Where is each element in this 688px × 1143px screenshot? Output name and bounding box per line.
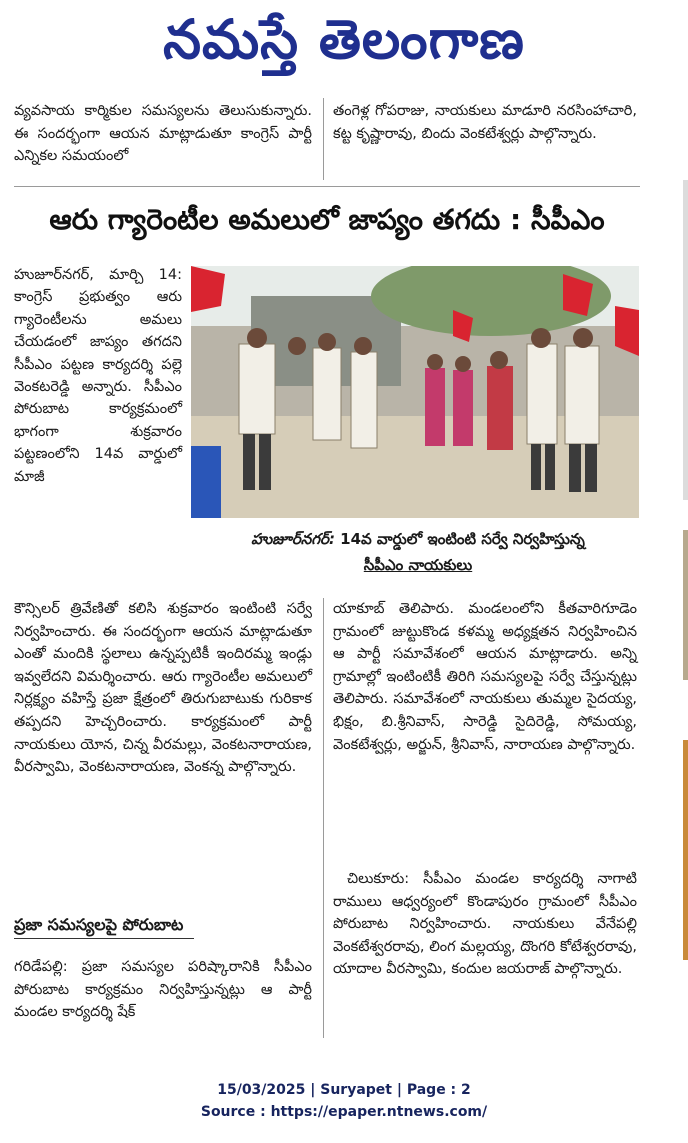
- photo-caption-line2: సీపీఎం నాయకులు: [363, 556, 473, 574]
- column-divider-main: [323, 598, 324, 1038]
- photo-caption-text: 14వ వార్డులో ఇంటింటి సర్వే నిర్వహిస్తున్న: [334, 530, 585, 548]
- article-headline: ఆరు గ్యారెంటీల అమలులో జాప్యం తగదు : సీపీఎం: [49, 203, 605, 236]
- photo-caption: [200, 526, 636, 578]
- article-body-right-text: యాకూబ్ తెలిపారు. మండలంలోని కీతవారిగూడెం గ్రామంలో జుట్టుకొండ కళమ్మ అధ్యక్షతన నిర్వహించిన ఆ పార్టీ సమావేశంలో ఆయన మాట్లాడారు. అన్ని గ్రామాల్లో ఇంటింటికీ తిరిగి సమస్యలపై సర్వే చేస్తున్నట్లు తెలిపారు. సమావేశంలో నాయకులు తుమ్మల సైదయ్య, భిక్షం, బి.శ్రీనివాస్, సారెడ్డి సైదిరెడ్డి, సోమయ్య, వెంకటేశ్వర్లు, అర్జున్, శ్రీనివాస్, నారాయణ పాల్గొన్నారు.: [333, 601, 637, 753]
- subhead-underline: [14, 938, 194, 939]
- previous-article-right-text: తంగెళ్ల గోపరాజు, నాయకులు మాడూరి నరసింహాచారి, కట్ట కృష్ణారావు, బిందు వెంకటేశ్వర్లు పాల్గొన్నారు.: [333, 103, 637, 142]
- garidepalli-report-text: గరిడేపల్లి: ప్రజా సమస్యల పరిష్కారానికి సీపీఎం పోరుబాట కార్యక్రమం నిర్వహిస్తున్నట్లు ఆ పార్టీ మండల కార్యదర్శి షేక్: [14, 959, 312, 1021]
- news-photo: [191, 266, 639, 518]
- photo-caption-line1: [200, 526, 636, 552]
- masthead-title: నమస్తే తెలంగాణ: [163, 8, 525, 71]
- column-divider-top: [323, 98, 324, 180]
- adjacent-page-edge: [683, 180, 688, 500]
- photo-caption-place: హుజూర్‌నగర్:: [251, 530, 335, 548]
- headline-top-rule: [14, 186, 640, 187]
- adjacent-page-edge-image: [683, 530, 688, 680]
- article-intro-text: హుజూర్‌నగర్, మార్చి 14: కాంగ్రెస్ ప్రభుత్వం ఆరు గ్యారెంటీలను అమలు చేయడంలో జాప్యం తగదని సీపీఎం పట్టణ కార్యదర్శి పల్లె వెంకటరెడ్డి అన్నారు. సీపీఎం పోరుబాట కార్యక్రమంలో భాగంగా శుక్రవారం పట్టణంలోని 14వ వార్డులో మాజీ: [14, 267, 182, 485]
- footer-date-edition: 15/03/2025 | Suryapet | Page : 2: [217, 1082, 471, 1098]
- news-photo-illustration: [191, 266, 639, 518]
- chilukuru-report-text: చిలుకూరు: సీపీఎం మండల కార్యదర్శి నాగాటి రాములు ఆధ్వర్యంలో కొండాపురం గ్రామంలో సీపీఎం పోరుబాట నిర్వహించారు. నాయకులు వేనేపల్లి వెంకటేశ్వరరావు, లింగ మల్లయ్య, దొంగరి కోటేశ్వరరావు, యాదాల వీరస్వామి, కందుల జయరాజ్ పాల్గొన్నారు.: [333, 871, 637, 978]
- footer-source-link[interactable]: Source : https://epaper.ntnews.com/: [200, 1104, 488, 1120]
- article-body-left-text: కౌన్సిలర్ త్రివేణితో కలిసి శుక్రవారం ఇంటింటి సర్వే నిర్వహించారు. ఈ సందర్భంగా ఆయన మాట్లాడుతూ ఎంతో మందికి స్థలాలు ఉన్నప్పటికీ ఇందిరమ్మ ఇండ్లు ఇవ్వలేదని విమర్శించారు. ఆరు గ్యారెంటీల అమలులో నిర్లక్ష్యం వహిస్తే ప్రజా క్షేత్రంలో తిరుగుబాటుకు గురికాక తప్పదని హెచ్చరించారు. కార్యక్రమంలో పార్టీ నాయకులు యోన, చిన్న వీరమల్లు, వెంకటనారాయణ, వీరస్వామి, వెంకటనారాయణ, వెంకన్న పాల్గొన్నారు.: [14, 601, 312, 776]
- section-subhead: ప్రజా సమస్యలపై పోరుబాట: [14, 915, 184, 934]
- adjacent-page-edge-image-2: [683, 740, 688, 960]
- previous-article-left-text: వ్యవసాయ కార్మికుల సమస్యలను తెలుసుకున్నారు. ఈ సందర్భంగా ఆయన మాట్లాడుతూ కాంగ్రెస్ పార్టీ ఎన్నికల సమయంలో: [14, 103, 312, 165]
